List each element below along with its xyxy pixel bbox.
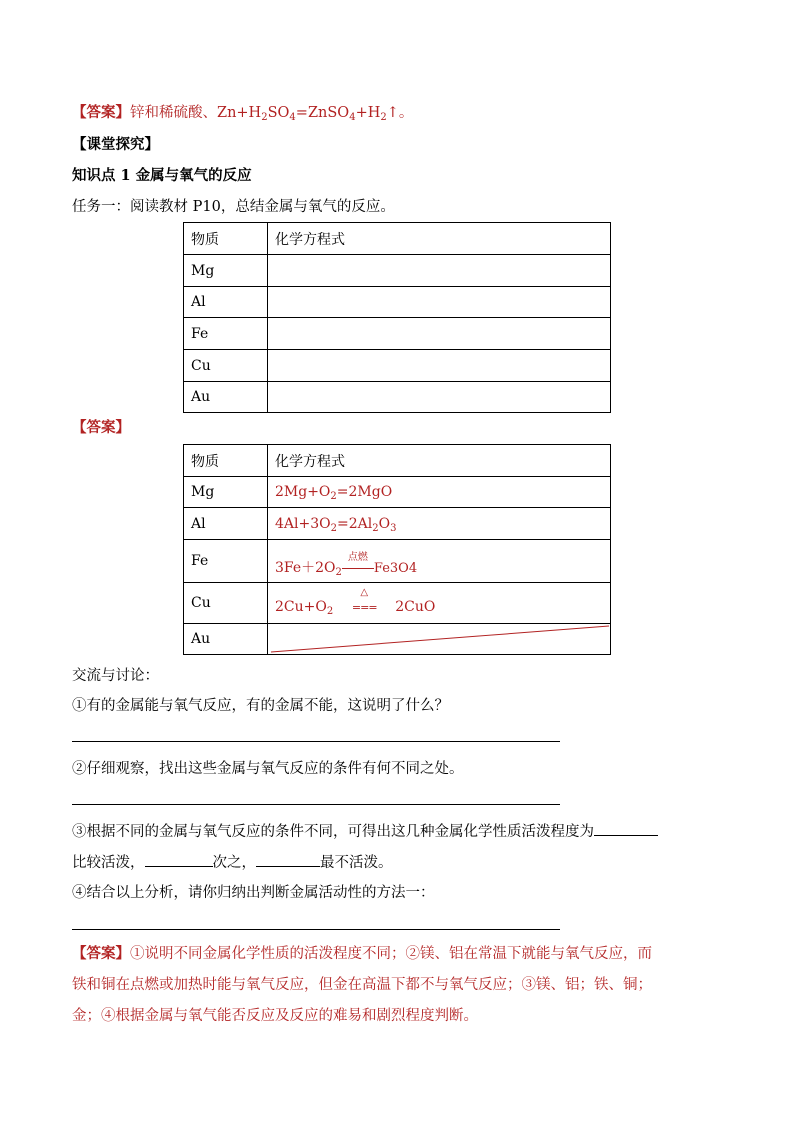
no-reaction-slash (268, 624, 611, 655)
question-3-line2: 比较活泼， 次之， 最不活泼。 (72, 852, 393, 873)
metal-cell: Al (184, 287, 268, 318)
table-row (184, 382, 611, 413)
question-4: ④结合以上分析，请你归纳出判断金属活动性的方法一： (72, 885, 435, 901)
header-substance: 物质 (184, 223, 268, 255)
metal-cell: Fe (184, 540, 268, 583)
blank-most-active[interactable] (594, 821, 658, 836)
table-row (184, 350, 611, 382)
equation-input-cell[interactable] (268, 287, 611, 318)
metal-cell: Au (184, 624, 268, 655)
discussion-title: 交流与讨论： (72, 668, 159, 684)
equation-input-cell[interactable] (268, 382, 611, 413)
equation-au (268, 624, 611, 655)
metal-cell: Cu (184, 350, 268, 382)
section-title: 【课堂探究】 (72, 136, 159, 153)
final-answer-line2: 铁和铜在点燃或加热时能与氧气反应，但金在高温下都不与氧气反应；③镁、铝；铁、铜； (72, 977, 652, 993)
table-row (184, 477, 611, 508)
equation-input-cell[interactable] (268, 255, 611, 287)
final-answer-line3: 金；④根据金属与氧气能否反应及反应的难易和剧烈程度判断。 (72, 1008, 478, 1024)
answer-reaction-table (183, 444, 611, 655)
metal-cell: Mg (184, 477, 268, 508)
table-row (184, 318, 611, 350)
equation-mg: $2Mg+O_2=2MgO$ (268, 477, 611, 508)
blank-reaction-table (183, 222, 611, 413)
question-2: ②仔细观察，找出这些金属与氧气反应的条件有何不同之处。 (72, 761, 464, 777)
answer-blank-2[interactable] (72, 804, 560, 805)
table-row (184, 583, 611, 624)
table-row (184, 540, 611, 583)
blank-second[interactable] (145, 852, 213, 867)
reaction-condition: 点燃 (342, 560, 374, 576)
metal-cell: Mg (184, 255, 268, 287)
table-header-row (184, 223, 611, 255)
knowledge-point-title: 知识点 1 金属与氧气的反应 (72, 167, 252, 184)
prev-answer-text: 锌和稀硫酸、$Zn+H_2SO_4=ZnSO_4+H_2↑$。 (130, 105, 414, 123)
metal-cell: Al (184, 508, 268, 540)
equation-al: $4Al+3O_2=2Al_2O_3$ (268, 508, 611, 540)
metal-cell: Au (184, 382, 268, 413)
table-row (184, 624, 611, 655)
equation-input-cell[interactable] (268, 350, 611, 382)
blank-least-active[interactable] (256, 852, 320, 867)
equation-input-cell[interactable] (268, 318, 611, 350)
metal-cell: Cu (184, 583, 268, 624)
header-equation: 化学方程式 (268, 445, 611, 477)
table-row (184, 287, 611, 318)
reaction-condition: △ === (351, 587, 377, 614)
metal-cell: Fe (184, 318, 268, 350)
header-equation: 化学方程式 (268, 223, 611, 255)
table-header-row (184, 445, 611, 477)
answer-tag: 【答案】 (72, 104, 130, 121)
equation-fe: $3Fe+2O_2$ 点燃 Fe3O4 (268, 540, 611, 583)
question-1: ①有的金属能与氧气反应，有的金属不能，这说明了什么？ (72, 698, 449, 714)
answer-blank-1[interactable] (72, 741, 560, 742)
answer-tag: 【答案】 (72, 945, 130, 962)
table-row (184, 255, 611, 287)
question-3-line1: ③根据不同的金属与氧气反应的条件不同，可得出这几种金属化学性质活泼程度为 (72, 821, 658, 842)
task-instruction: 任务一：阅读教材 P10，总结金属与氧气的反应。 (72, 199, 395, 215)
equation-cu: $2Cu+O_2$ △ === 2CuO (268, 583, 611, 624)
table-row (184, 508, 611, 540)
final-answer-line1: 【答案】①说明不同金属化学性质的活泼程度不同；②镁、铝在常温下就能与氧气反应，而 (72, 945, 652, 962)
header-substance: 物质 (184, 445, 268, 477)
answer-blank-4[interactable] (72, 929, 560, 930)
prev-answer-line (72, 103, 413, 123)
answer-label: 【答案】 (72, 419, 130, 436)
